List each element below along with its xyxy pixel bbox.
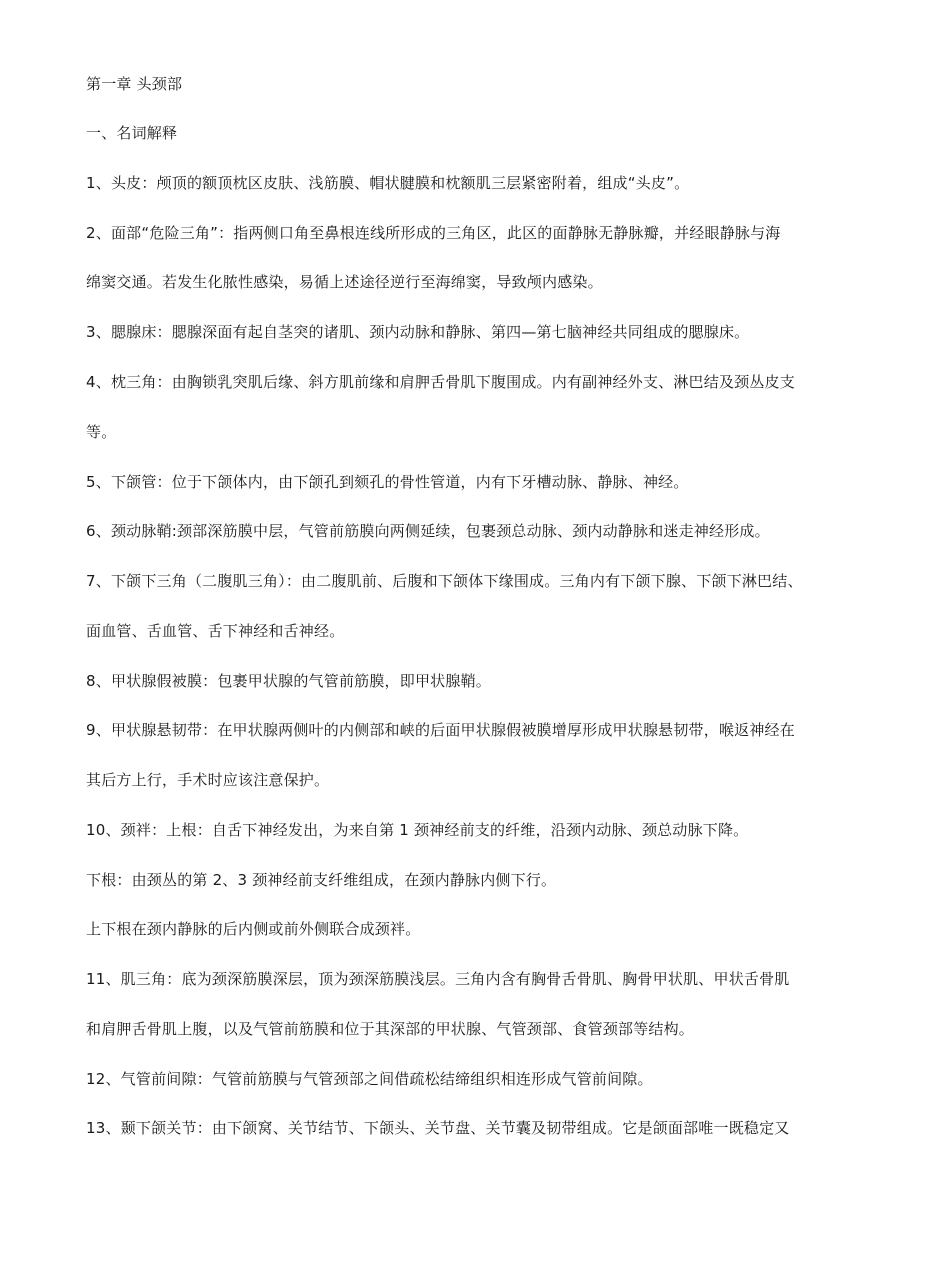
paragraph-line: 10、颈袢：上根：自舌下神经发出，为来自第 1 颈神经前支的纤维，沿颈内动脉、颈总动脉下降。 [86,821,749,839]
paragraph-line: 3、腮腺床：腮腺深面有起自茎突的诸肌、颈内动脉和静脉、第四—第七脑神经共同组成的腮腺床。 [86,323,750,341]
paragraph-line: 下根：由颈丛的第 2、3 颈神经前支纤维组成，在颈内静脉内侧下行。 [86,871,557,889]
paragraph-line: 13、颞下颌关节：由下颌窝、关节结节、下颌头、关节盘、关节囊及韧带组成。它是颌面部唯一既稳定又 [86,1119,790,1137]
paragraph-line: 9、甲状腺悬韧带：在甲状腺两侧叶的内侧部和峡的后面甲状腺假被膜增厚形成甲状腺悬韧带，喉返神经在 [86,721,795,739]
paragraph-line: 5、下颌管：位于下颌体内，由下颌孔到颏孔的骨性管道，内有下牙槽动脉、静脉、神经。 [86,473,689,491]
paragraph-line: 8、甲状腺假被膜：包裹甲状腺的气管前筋膜，即甲状腺鞘。 [86,672,491,690]
paragraph-line: 2、面部“危险三角”：指两侧口角至鼻根连线所形成的三角区，此区的面静脉无静脉瓣，并经眼静脉与海 [86,224,781,242]
paragraph-line: 等。 [86,423,117,441]
chapter-title: 第一章 头颈部 [86,75,183,93]
paragraph-line: 6、颈动脉鞘:颈部深筋膜中层，气管前筋膜向两侧延续，包裹颈总动脉、颈内动静脉和迷走神经形成。 [86,522,770,540]
paragraph-line: 其后方上行，手术时应该注意保护。 [86,771,330,789]
paragraph-line: 4、枕三角：由胸锁乳突肌后缘、斜方肌前缘和肩胛舌骨肌下腹围成。内有副神经外支、淋巴结及颈丛皮支 [86,373,795,391]
paragraph-line: 7、下颌下三角（二腹肌三角）：由二腹肌前、后腹和下颌体下缘围成。三角内有下颌下腺、下颌下淋巴结、 [86,572,803,590]
paragraph-line: 11、肌三角：底为颈深筋膜深层，顶为颈深筋膜浅层。三角内含有胸骨舌骨肌、胸骨甲状肌、甲状舌骨肌 [86,970,790,988]
section-title: 一、名词解释 [86,124,178,142]
paragraph-line: 1、头皮：颅顶的额顶枕区皮肤、浅筋膜、帽状腱膜和枕额肌三层紧密附着，组成“头皮”。 [86,174,690,192]
paragraph-line: 和肩胛舌骨肌上腹，以及气管前筋膜和位于其深部的甲状腺、气管颈部、食管颈部等结构。 [86,1020,695,1038]
paragraph-line: 绵窦交通。若发生化脓性感染，易循上述途径逆行至海绵窦，导致颅内感染。 [86,273,603,291]
paragraph-line: 面血管、舌血管、舌下神经和舌神经。 [86,622,345,640]
paragraph-line: 上下根在颈内静脉的后内侧或前外侧联合成颈袢。 [86,920,421,938]
paragraph-line: 12、气管前间隙：气管前筋膜与气管颈部之间借疏松结缔组织相连形成气管前间隙。 [86,1070,653,1088]
